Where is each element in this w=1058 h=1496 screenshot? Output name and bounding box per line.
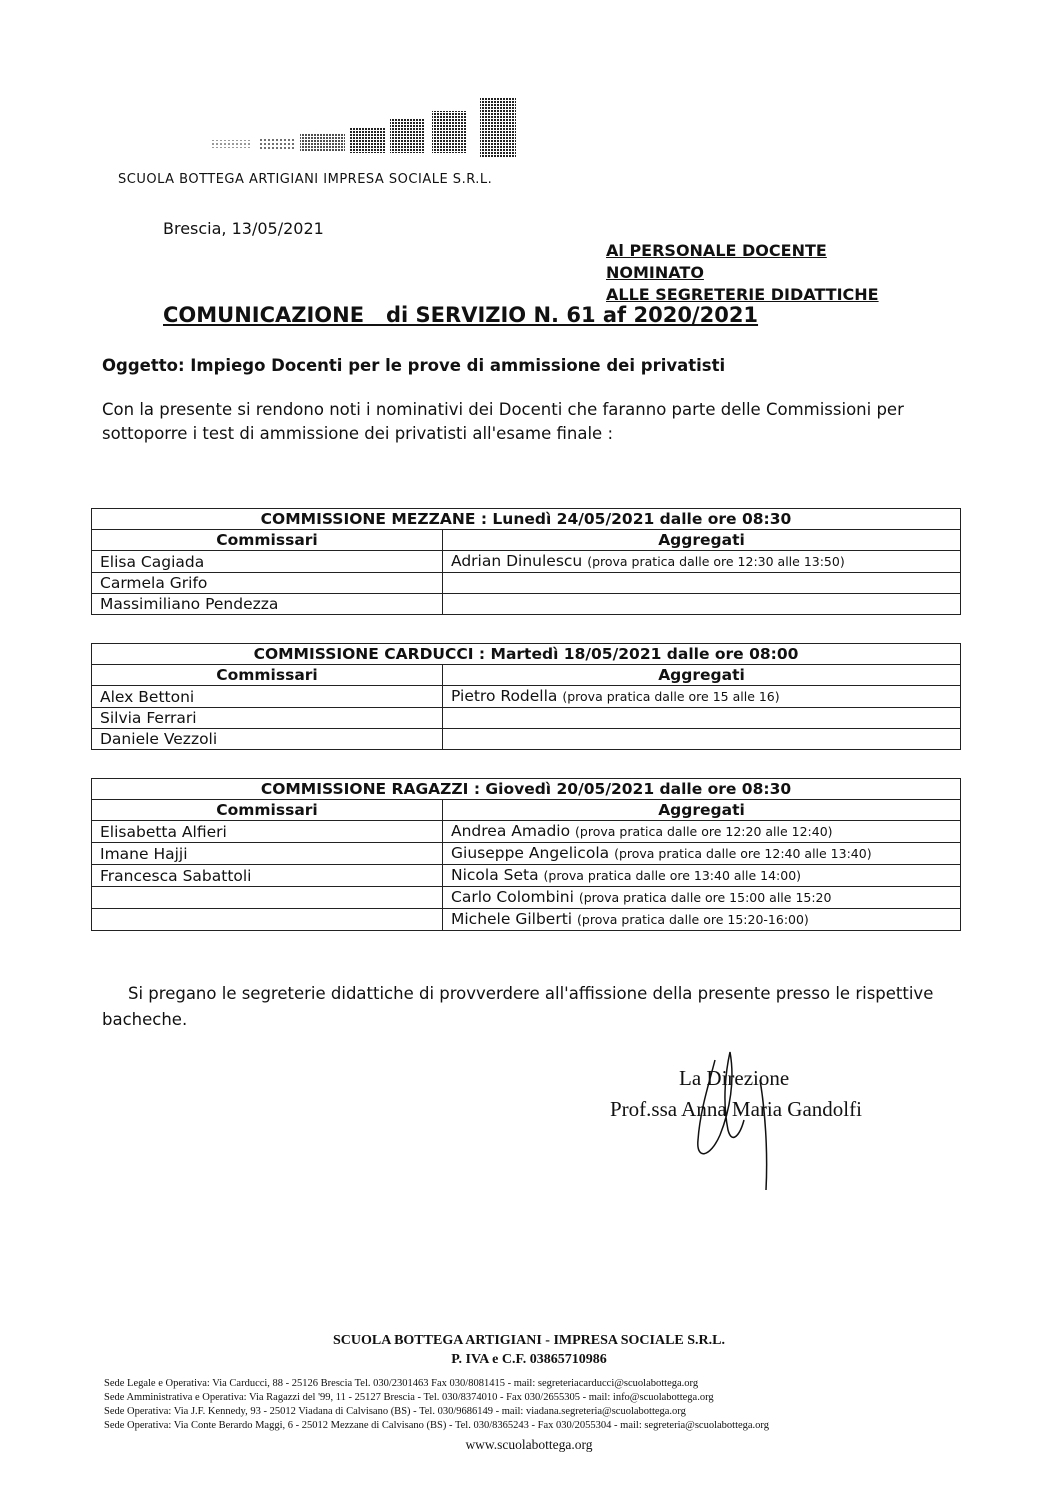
column-header: Commissari: [92, 665, 443, 686]
aggregato-cell: [443, 729, 961, 750]
footer-vat-number: P. IVA e C.F. 03865710986: [451, 1352, 607, 1367]
aggregato-cell: [443, 887, 961, 909]
commissario-cell: Elisa Cagiada: [92, 551, 443, 573]
table-title: COMMISSIONE CARDUCCI : Martedì 18/05/2021 dalle ore 08:00: [92, 644, 961, 665]
commissario-cell: [92, 887, 443, 909]
table-row: [92, 865, 961, 887]
table-row: [92, 821, 961, 843]
aggregato-cell: [443, 821, 961, 843]
column-header: Aggregati: [443, 530, 961, 551]
table-row: [92, 729, 961, 750]
table-row: [92, 708, 961, 729]
aggregato-name: Nicola Seta: [451, 866, 539, 884]
signatory-name: Prof.ssa Anna Maria Gandolfi: [610, 1097, 862, 1121]
place-date: Brescia, 13/05/2021: [163, 219, 324, 238]
table-title: COMMISSIONE RAGAZZI : Giovedì 20/05/2021 dalle ore 08:30: [92, 779, 961, 800]
recipient-line: NOMINATO: [606, 263, 704, 282]
commissario-cell: Alex Bettoni: [92, 686, 443, 708]
table-row: [92, 909, 961, 931]
aggregato-name: Michele Gilberti: [451, 910, 573, 928]
company-logo: [200, 95, 530, 165]
recipient-line: Al PERSONALE DOCENTE: [606, 241, 827, 260]
table-title: COMMISSIONE MEZZANE : Lunedì 24/05/2021 dalle ore 08:30: [92, 509, 961, 530]
commissario-cell: Elisabetta Alfieri: [92, 821, 443, 843]
aggregato-cell: [443, 909, 961, 931]
aggregato-note: (prova pratica dalle ore 15 alle 16): [562, 689, 780, 704]
aggregato-cell: [443, 573, 961, 594]
column-header: Aggregati: [443, 665, 961, 686]
recipients: [606, 240, 879, 306]
signature-title: La Direzione: [679, 1066, 790, 1090]
commissario-cell: Massimiliano Pendezza: [92, 594, 443, 615]
aggregato-cell: [443, 708, 961, 729]
aggregato-name: Pietro Rodella: [451, 687, 558, 705]
commissario-cell: Francesca Sabattoli: [92, 865, 443, 887]
aggregato-name: Adrian Dinulescu: [451, 552, 583, 570]
aggregato-cell: [443, 551, 961, 573]
aggregato-note: (prova pratica dalle ore 15:00 alle 15:20: [578, 890, 832, 905]
company-caption: SCUOLA BOTTEGA ARTIGIANI IMPRESA SOCIALE S.R.L.: [118, 172, 493, 187]
closing-paragraph: Si pregano le segreterie didattiche di provverdere all'affissione della presente presso le rispettive bacheche.: [102, 984, 934, 1029]
aggregato-cell: [443, 865, 961, 887]
aggregato-note: (prova pratica dalle ore 12:40 alle 13:40): [614, 846, 872, 861]
intro-paragraph: Con la presente si rendono noti i nominativi dei Docenti che faranno parte delle Commissioni per sottoporre i test di ammissione dei privatisti all'esame finale :: [102, 400, 904, 443]
footer-address-line: Sede Operativa: Via Conte Berardo Maggi, 6 - 25012 Mezzane di Calvisano (BS) - Tel. 030/8365243 - Fax 030/2055304 - mail: segreteria@scuolabottega.org: [104, 1420, 769, 1431]
commission-table-ragazzi: [91, 778, 961, 931]
footer-address-line: Sede Legale e Operativa: Via Carducci, 88 - 25126 Brescia Tel. 030/2301463 Fax 030/8081415 - mail: segreteriacarducci@scuolabottega.org: [104, 1378, 699, 1389]
aggregato-name: Giuseppe Angelicola: [451, 844, 610, 862]
aggregato-cell: [443, 594, 961, 615]
commissario-cell: [92, 909, 443, 931]
table-row: [92, 573, 961, 594]
column-header: Aggregati: [443, 800, 961, 821]
table-row: [92, 843, 961, 865]
commissario-cell: Daniele Vezzoli: [92, 729, 443, 750]
table-row: [92, 686, 961, 708]
footer-address-line: Sede Operativa: Via J.F. Kennedy, 93 - 25012 Viadana di Calvisano (BS) - Tel. 030/9686149 - mail: viadana.segreteria@scuolabottega.org: [104, 1406, 686, 1417]
commissario-cell: Silvia Ferrari: [92, 708, 443, 729]
subject-line: Oggetto: Impiego Docenti per le prove di ammissione dei privatisti: [102, 356, 726, 375]
table-row: [92, 887, 961, 909]
column-header: Commissari: [92, 800, 443, 821]
commissario-cell: Imane Hajji: [92, 843, 443, 865]
column-header: Commissari: [92, 530, 443, 551]
footer-address-line: Sede Amministrativa e Operativa: Via Ragazzi del '99, 11 - 25127 Brescia - Tel. 030/8374010 - Fax 030/2655305 - mail: info@scuolabottega.org: [104, 1392, 714, 1403]
commission-table-mezzane: [91, 508, 961, 615]
aggregato-cell: [443, 686, 961, 708]
recipient-line: ALLE SEGRETERIE DIDATTICHE: [606, 285, 879, 304]
aggregato-name: Andrea Amadio: [451, 822, 571, 840]
footer-addresses: [104, 1377, 944, 1433]
commissario-cell: Carmela Grifo: [92, 573, 443, 594]
aggregato-note: (prova pratica dalle ore 15:20-16:00): [577, 912, 809, 927]
aggregato-note: (prova pratica dalle ore 13:40 alle 14:00): [543, 868, 802, 883]
handwritten-signature: [640, 1040, 820, 1200]
table-row: [92, 594, 961, 615]
footer-company-name: SCUOLA BOTTEGA ARTIGIANI - IMPRESA SOCIALE S.R.L.: [333, 1333, 725, 1348]
aggregato-note: (prova pratica dalle ore 12:30 alle 13:50): [587, 554, 845, 569]
aggregato-note: (prova pratica dalle ore 12:20 alle 12:40): [575, 824, 833, 839]
aggregato-name: Carlo Colombini: [451, 888, 574, 906]
page-title: COMUNICAZIONE di SERVIZIO N. 61 af 2020/2021: [163, 303, 759, 327]
table-row: [92, 551, 961, 573]
footer-website: www.scuolabottega.org: [465, 1437, 593, 1452]
commission-table-carducci: [91, 643, 961, 750]
aggregato-cell: [443, 843, 961, 865]
